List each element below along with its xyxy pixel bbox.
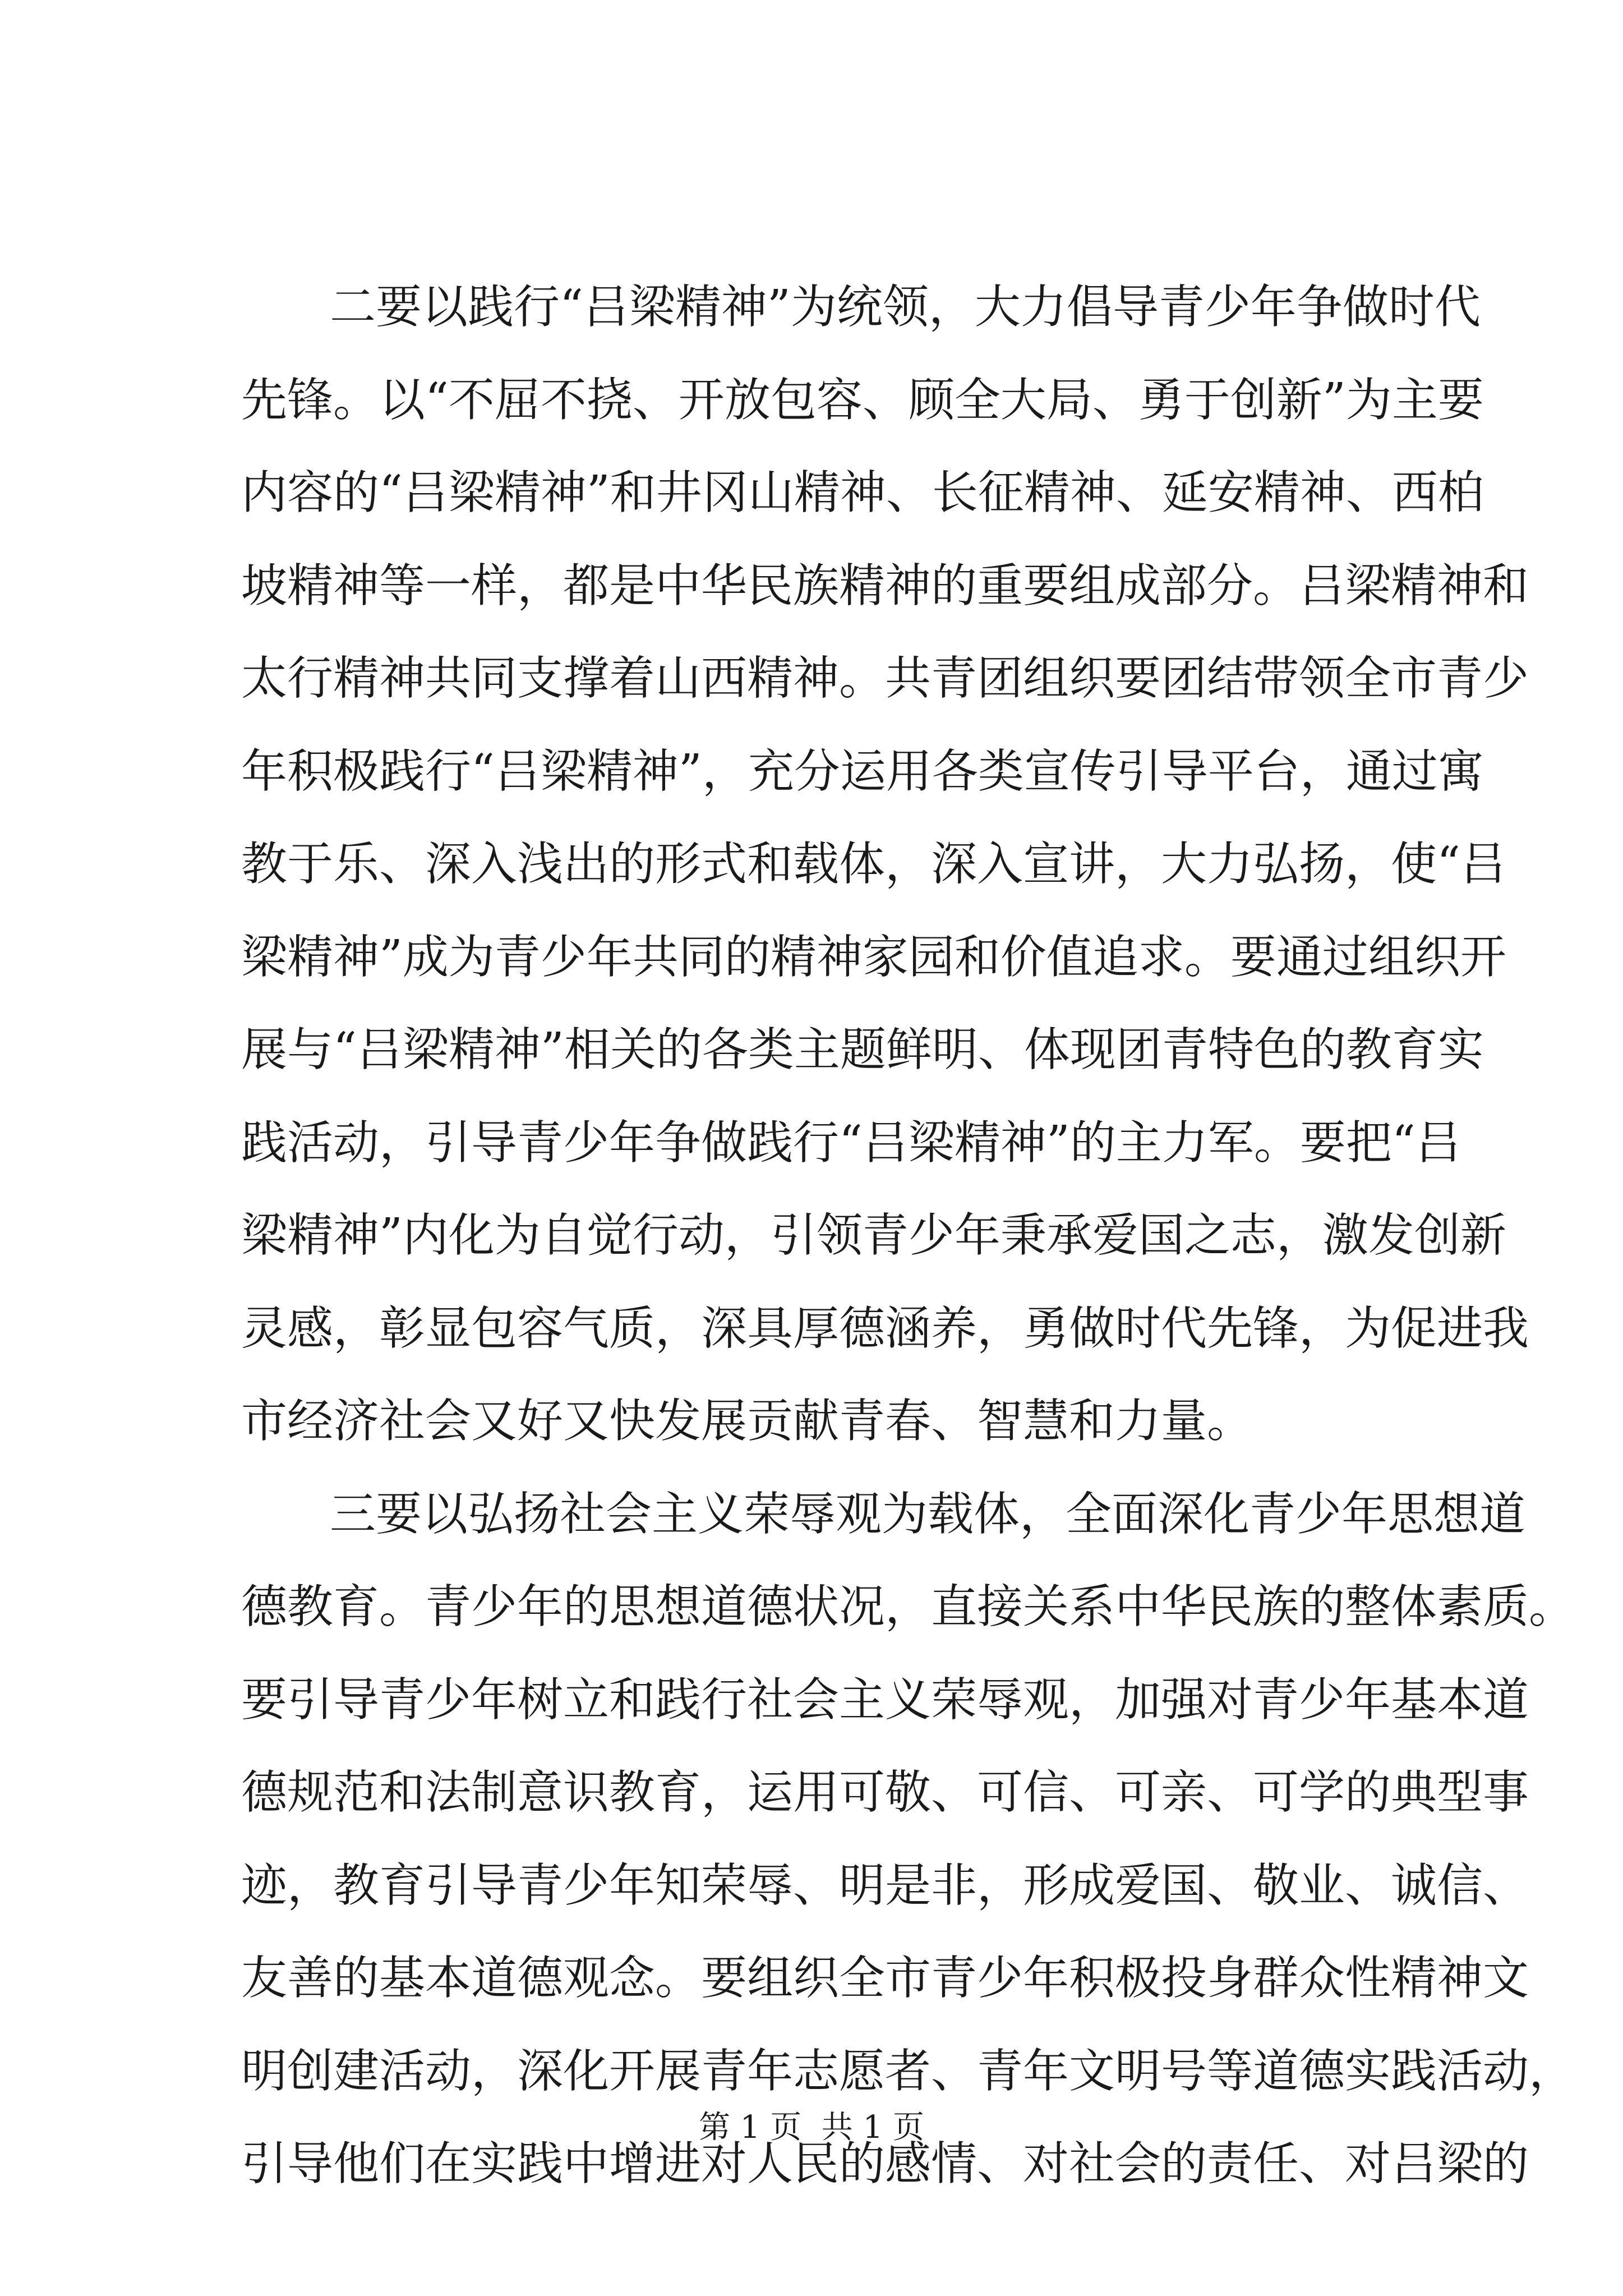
paragraph-3-line-3: 要引导青少年树立和践行社会主义荣辱观，加强对青少年基本道 [241, 1673, 1529, 1727]
paragraph-2-line-11: 梁精神”内化为自觉行动，引领青少年秉承爱国之志，激发创新 [241, 1209, 1506, 1262]
paragraph-2-line-12: 灵感，彰显包容气质，深具厚德涵养，勇做时代先锋，为促进我 [241, 1301, 1529, 1355]
paragraph-3-line-7: 明创建活动，深化开展青年志愿者、青年文明号等道德实践活动， [241, 2044, 1575, 2098]
paragraph-3-line-5: 迹，教育引导青少年知荣辱、明是非，形成爱国、敬业、诚信、 [241, 1858, 1529, 1912]
paragraph-3-line-1: 三要以弘扬社会主义荣辱观为载体，全面深化青少年思想道 [330, 1487, 1526, 1541]
paragraph-2-line-4: 坡精神等一样，都是中华民族精神的重要组成部分。吕梁精神和 [241, 559, 1529, 613]
paragraph-2-line-5: 太行精神共同支撑着山西精神。共青团组织要团结带领全市青少 [241, 652, 1529, 705]
paragraph-2-line-8: 梁精神”成为青少年共同的精神家园和价值追求。要通过组织开 [241, 930, 1506, 984]
paragraph-2-line-9: 展与“吕梁精神”相关的各类主题鲜明、体现团青特色的教育实 [241, 1023, 1484, 1076]
paragraph-2-line-13: 市经济社会又好又快发展贡献青春、智慧和力量。 [241, 1395, 1253, 1448]
paragraph-2-line-3: 内容的“吕梁精神”和井冈山精神、长征精神、延安精神、西柏 [241, 466, 1484, 519]
paragraph-3-line-4: 德规范和法制意识教育，运用可敬、可信、可亲、可学的典型事 [241, 1766, 1529, 1819]
body-text [241, 261, 1575, 2211]
page-footer: 第 1 页 共 1 页 [698, 2109, 925, 2146]
paragraph-3-line-2: 德教育。青少年的思想道德状况，直接关系中华民族的整体素质。 [241, 1580, 1575, 1634]
paragraph-2-line-6: 年积极践行“吕梁精神”，充分运用各类宣传引导平台，通过寓 [241, 744, 1484, 798]
paragraph-2-line-1: 二要以践行“吕梁精神”为统领，大力倡导青少年争做时代 [330, 280, 1481, 334]
paragraph-2-line-7: 教于乐、深入浅出的形式和载体，深入宣讲，大力弘扬，使“吕 [241, 838, 1506, 891]
paragraph-3-line-8: 引导他们在实践中增进对人民的感情、对社会的责任、对吕梁的 [241, 2137, 1529, 2191]
paragraph-3-line-6: 友善的基本道德观念。要组织全市青少年积极投身群众性精神文 [241, 1952, 1529, 2005]
paragraph-2-line-2: 先锋。以“不屈不挠、开放包容、顾全大局、勇于创新”为主要 [241, 373, 1484, 427]
paragraph-2-line-10: 践活动，引导青少年争做践行“吕梁精神”的主力军。要把“吕 [241, 1116, 1461, 1170]
